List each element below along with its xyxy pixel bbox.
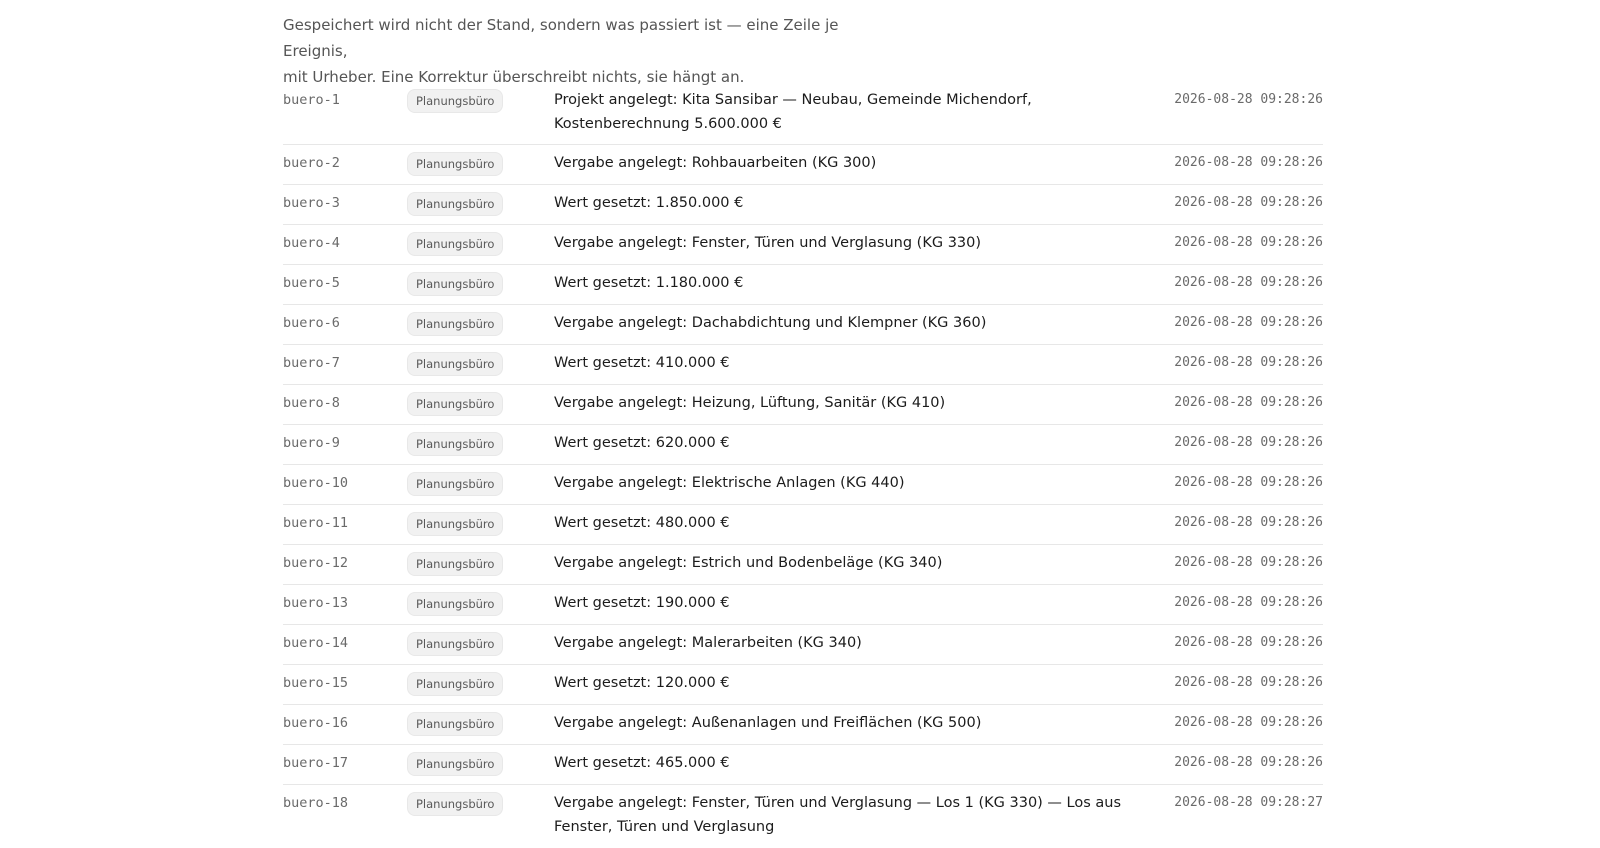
event-text: Vergabe angelegt: Fenster, Türen und Verglasung — Los 1 (KG 330) — Los aus Fenster, Türen und Verglasung <box>554 795 1122 835</box>
event-timestamp: 2026-08-28 09:28:26 <box>1174 595 1323 610</box>
event-row <box>283 185 1323 225</box>
event-row <box>283 545 1323 585</box>
author-badge: Planungsbüro <box>407 89 503 113</box>
event-text: Vergabe angelegt: Estrich und Bodenbeläge (KG 340) <box>554 555 943 571</box>
event-id: buero-7 <box>283 355 340 371</box>
event-timestamp: 2026-08-28 09:28:26 <box>1174 635 1323 650</box>
author-badge: Planungsbüro <box>407 272 503 296</box>
author-badge: Planungsbüro <box>407 152 503 176</box>
event-timestamp: 2026-08-28 09:28:26 <box>1174 355 1323 370</box>
event-row <box>283 585 1323 625</box>
event-timestamp: 2026-08-28 09:28:26 <box>1174 235 1323 250</box>
event-text: Vergabe angelegt: Außenanlagen und Freiflächen (KG 500) <box>554 715 982 731</box>
event-id: buero-2 <box>283 155 340 171</box>
event-id: buero-12 <box>283 555 349 571</box>
event-text: Wert gesetzt: 1.850.000 € <box>554 195 744 211</box>
event-row <box>283 425 1323 465</box>
event-row <box>283 305 1323 345</box>
event-id: buero-8 <box>283 395 340 411</box>
event-timestamp: 2026-08-28 09:28:26 <box>1174 475 1323 490</box>
event-row <box>283 705 1323 745</box>
author-badge: Planungsbüro <box>407 232 503 256</box>
intro-line-2: mit Urheber. Eine Korrektur überschreibt nichts, sie hängt an. <box>283 68 745 86</box>
event-row <box>283 505 1323 545</box>
event-timestamp: 2026-08-28 09:28:26 <box>1174 675 1323 690</box>
event-row <box>283 745 1323 785</box>
event-row <box>283 265 1323 305</box>
event-timestamp: 2026-08-28 09:28:27 <box>1174 795 1323 810</box>
event-timestamp: 2026-08-28 09:28:26 <box>1174 715 1323 730</box>
event-id: buero-4 <box>283 235 340 251</box>
author-badge: Planungsbüro <box>407 712 503 736</box>
event-text: Wert gesetzt: 465.000 € <box>554 755 730 771</box>
event-row <box>283 225 1323 265</box>
event-row <box>283 345 1323 385</box>
author-badge: Planungsbüro <box>407 752 503 776</box>
event-text: Wert gesetzt: 480.000 € <box>554 515 730 531</box>
event-text: Wert gesetzt: 190.000 € <box>554 595 730 611</box>
event-id: buero-18 <box>283 795 349 811</box>
intro-text <box>283 12 903 90</box>
author-badge: Planungsbüro <box>407 552 503 576</box>
event-row <box>283 385 1323 425</box>
event-id: buero-5 <box>283 275 340 291</box>
event-text: Vergabe angelegt: Fenster, Türen und Verglasung (KG 330) <box>554 235 982 251</box>
event-timestamp: 2026-08-28 09:28:26 <box>1174 435 1323 450</box>
event-timestamp: 2026-08-28 09:28:26 <box>1174 195 1323 210</box>
event-text: Vergabe angelegt: Heizung, Lüftung, Sanitär (KG 410) <box>554 395 946 411</box>
event-id: buero-6 <box>283 315 340 331</box>
event-text: Wert gesetzt: 410.000 € <box>554 355 730 371</box>
author-badge: Planungsbüro <box>407 512 503 536</box>
event-text: Wert gesetzt: 120.000 € <box>554 675 730 691</box>
event-row <box>283 82 1323 145</box>
event-id: buero-11 <box>283 515 349 531</box>
event-timestamp: 2026-08-28 09:28:26 <box>1174 155 1323 170</box>
author-badge: Planungsbüro <box>407 632 503 656</box>
event-id: buero-3 <box>283 195 340 211</box>
author-badge: Planungsbüro <box>407 672 503 696</box>
author-badge: Planungsbüro <box>407 192 503 216</box>
author-badge: Planungsbüro <box>407 592 503 616</box>
event-id: buero-15 <box>283 675 349 691</box>
event-text: Vergabe angelegt: Dachabdichtung und Klempner (KG 360) <box>554 315 987 331</box>
author-badge: Planungsbüro <box>407 392 503 416</box>
event-id: buero-10 <box>283 475 349 491</box>
event-timestamp: 2026-08-28 09:28:26 <box>1174 555 1323 570</box>
author-badge: Planungsbüro <box>407 352 503 376</box>
event-timestamp: 2026-08-28 09:28:26 <box>1174 515 1323 530</box>
event-row <box>283 145 1323 185</box>
event-timestamp: 2026-08-28 09:28:26 <box>1174 315 1323 330</box>
event-id: buero-16 <box>283 715 349 731</box>
event-id: buero-14 <box>283 635 349 651</box>
event-row <box>283 465 1323 505</box>
event-row <box>283 625 1323 665</box>
event-text: Vergabe angelegt: Rohbauarbeiten (KG 300) <box>554 155 877 171</box>
event-text: Projekt angelegt: Kita Sansibar — Neubau, Gemeinde Michendorf, Kostenberechnung 5.600.000 € <box>554 92 1032 132</box>
author-badge: Planungsbüro <box>407 472 503 496</box>
event-id: buero-1 <box>283 92 340 108</box>
event-timestamp: 2026-08-28 09:28:26 <box>1174 395 1323 410</box>
event-id: buero-9 <box>283 435 340 451</box>
event-id: buero-13 <box>283 595 349 611</box>
author-badge: Planungsbüro <box>407 792 503 816</box>
author-badge: Planungsbüro <box>407 312 503 336</box>
event-id: buero-17 <box>283 755 349 771</box>
event-row <box>283 665 1323 705</box>
event-timestamp: 2026-08-28 09:28:26 <box>1174 755 1323 770</box>
author-badge: Planungsbüro <box>407 432 503 456</box>
intro-line-1: Gespeichert wird nicht der Stand, sondern was passiert ist — eine Zeile je Ereignis, <box>283 16 839 60</box>
event-row <box>283 785 1323 848</box>
event-timestamp: 2026-08-28 09:28:26 <box>1174 92 1323 107</box>
event-text: Wert gesetzt: 1.180.000 € <box>554 275 744 291</box>
event-timestamp: 2026-08-28 09:28:26 <box>1174 275 1323 290</box>
event-list <box>283 82 1323 848</box>
event-text: Vergabe angelegt: Elektrische Anlagen (KG 440) <box>554 475 905 491</box>
event-text: Vergabe angelegt: Malerarbeiten (KG 340) <box>554 635 862 651</box>
event-text: Wert gesetzt: 620.000 € <box>554 435 730 451</box>
